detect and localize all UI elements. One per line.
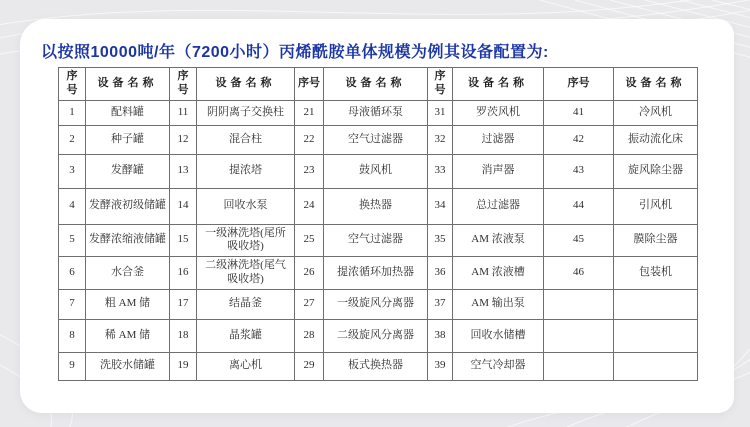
table-row: [59, 125, 698, 154]
serial-number-cell: 3: [59, 154, 86, 188]
equipment-name-cell: 回收水储槽: [453, 319, 544, 352]
equipment-name-header: 设备名称: [614, 68, 698, 101]
table-row: [59, 319, 698, 352]
table-header-row: [59, 68, 698, 101]
equipment-name-cell: 板式换热器: [324, 352, 428, 380]
equipment-name-cell: 离心机: [197, 352, 295, 380]
equipment-name-cell: AM 输出泵: [453, 289, 544, 319]
serial-number-cell: 5: [59, 224, 86, 257]
table-row: [59, 352, 698, 380]
equipment-name-cell: 稀 AM 储: [86, 319, 170, 352]
serial-number-cell: 27: [295, 289, 324, 319]
equipment-name-cell: 发酵液初级储罐: [86, 188, 170, 224]
serial-number-cell: 28: [295, 319, 324, 352]
table-body: [59, 100, 698, 380]
equipment-name-header: 设备名称: [324, 68, 428, 101]
serial-number-cell: 13: [170, 154, 197, 188]
serial-number-cell: 1: [59, 100, 86, 125]
equipment-name-cell: 消声器: [453, 154, 544, 188]
serial-number-cell: 36: [428, 257, 453, 290]
serial-number-header: 序号: [170, 68, 197, 101]
equipment-name-cell: 空气过滤器: [324, 125, 428, 154]
serial-number-cell: 35: [428, 224, 453, 257]
equipment-name-cell: 冷风机: [614, 100, 698, 125]
page-title: 以按照10000吨/年（7200小时）丙烯酰胺单体规模为例其设备配置为:: [41, 44, 549, 61]
equipment-name-cell: 空气冷却器: [453, 352, 544, 380]
equipment-name-cell: 种子罐: [86, 125, 170, 154]
equipment-name-cell: [614, 289, 698, 319]
table-row: [59, 289, 698, 319]
equipment-name-cell: 一级淋洗塔(尾所吸收塔): [197, 224, 295, 257]
equipment-name-cell: AM 浓液泵: [453, 224, 544, 257]
table-row: [59, 188, 698, 224]
serial-number-cell: 14: [170, 188, 197, 224]
serial-number-cell: 29: [295, 352, 324, 380]
serial-number-cell: 46: [544, 257, 614, 290]
equipment-name-cell: 换热器: [324, 188, 428, 224]
serial-number-cell: [544, 352, 614, 380]
serial-number-cell: [544, 319, 614, 352]
serial-number-cell: 21: [295, 100, 324, 125]
serial-number-cell: 24: [295, 188, 324, 224]
serial-number-cell: 42: [544, 125, 614, 154]
table-row: [59, 257, 698, 290]
equipment-name-cell: 膜除尘器: [614, 224, 698, 257]
equipment-name-cell: 洗胶水储罐: [86, 352, 170, 380]
equipment-name-cell: [614, 319, 698, 352]
serial-number-cell: 19: [170, 352, 197, 380]
serial-number-header: 序号: [544, 68, 614, 101]
equipment-name-cell: AM 浓液槽: [453, 257, 544, 290]
table-row: [59, 100, 698, 125]
serial-number-header: 序号: [59, 68, 86, 101]
serial-number-cell: 15: [170, 224, 197, 257]
serial-number-cell: 16: [170, 257, 197, 290]
serial-number-cell: 18: [170, 319, 197, 352]
serial-number-cell: 6: [59, 257, 86, 290]
serial-number-cell: 9: [59, 352, 86, 380]
equipment-name-header: 设备名称: [86, 68, 170, 101]
equipment-name-header: 设备名称: [453, 68, 544, 101]
serial-number-cell: 32: [428, 125, 453, 154]
serial-number-cell: 41: [544, 100, 614, 125]
equipment-name-cell: 发酵浓缩液储罐: [86, 224, 170, 257]
equipment-name-cell: 粗 AM 储: [86, 289, 170, 319]
equipment-name-cell: 回收水泵: [197, 188, 295, 224]
serial-number-cell: 45: [544, 224, 614, 257]
equipment-table: [58, 67, 698, 381]
serial-number-cell: 2: [59, 125, 86, 154]
equipment-name-cell: 鼓风机: [324, 154, 428, 188]
serial-number-cell: 23: [295, 154, 324, 188]
equipment-name-cell: 晶浆罐: [197, 319, 295, 352]
equipment-name-cell: 提浓循环加热器: [324, 257, 428, 290]
equipment-name-cell: 配料罐: [86, 100, 170, 125]
serial-number-cell: 22: [295, 125, 324, 154]
equipment-name-cell: 结晶釜: [197, 289, 295, 319]
serial-number-cell: 33: [428, 154, 453, 188]
equipment-name-cell: 一级旋风分离器: [324, 289, 428, 319]
equipment-name-cell: 空气过滤器: [324, 224, 428, 257]
serial-number-header: 序号: [295, 68, 324, 101]
serial-number-cell: 25: [295, 224, 324, 257]
equipment-name-cell: 过滤器: [453, 125, 544, 154]
equipment-name-cell: 混合柱: [197, 125, 295, 154]
table-row: [59, 224, 698, 257]
serial-number-cell: 12: [170, 125, 197, 154]
equipment-name-cell: 水合釜: [86, 257, 170, 290]
equipment-name-cell: 二级旋风分离器: [324, 319, 428, 352]
equipment-name-cell: 包装机: [614, 257, 698, 290]
equipment-name-cell: 罗茨风机: [453, 100, 544, 125]
serial-number-cell: [544, 289, 614, 319]
table-row: [59, 154, 698, 188]
equipment-name-cell: 振动流化床: [614, 125, 698, 154]
serial-number-cell: 4: [59, 188, 86, 224]
serial-number-cell: 38: [428, 319, 453, 352]
serial-number-cell: 31: [428, 100, 453, 125]
serial-number-cell: 26: [295, 257, 324, 290]
content-card: [20, 19, 734, 413]
equipment-name-cell: 总过滤器: [453, 188, 544, 224]
equipment-name-header: 设备名称: [197, 68, 295, 101]
equipment-name-cell: 二级淋洗塔(尾气吸收塔): [197, 257, 295, 290]
equipment-name-cell: 引风机: [614, 188, 698, 224]
serial-number-cell: 43: [544, 154, 614, 188]
serial-number-header: 序号: [428, 68, 453, 101]
serial-number-cell: 8: [59, 319, 86, 352]
serial-number-cell: 44: [544, 188, 614, 224]
equipment-name-cell: 母液循环泵: [324, 100, 428, 125]
serial-number-cell: 39: [428, 352, 453, 380]
serial-number-cell: 17: [170, 289, 197, 319]
serial-number-cell: 11: [170, 100, 197, 125]
serial-number-cell: 7: [59, 289, 86, 319]
serial-number-cell: 37: [428, 289, 453, 319]
equipment-name-cell: 旋风除尘器: [614, 154, 698, 188]
equipment-name-cell: 提浓塔: [197, 154, 295, 188]
equipment-name-cell: [614, 352, 698, 380]
equipment-name-cell: 发酵罐: [86, 154, 170, 188]
equipment-name-cell: 阴阴离子交换柱: [197, 100, 295, 125]
serial-number-cell: 34: [428, 188, 453, 224]
